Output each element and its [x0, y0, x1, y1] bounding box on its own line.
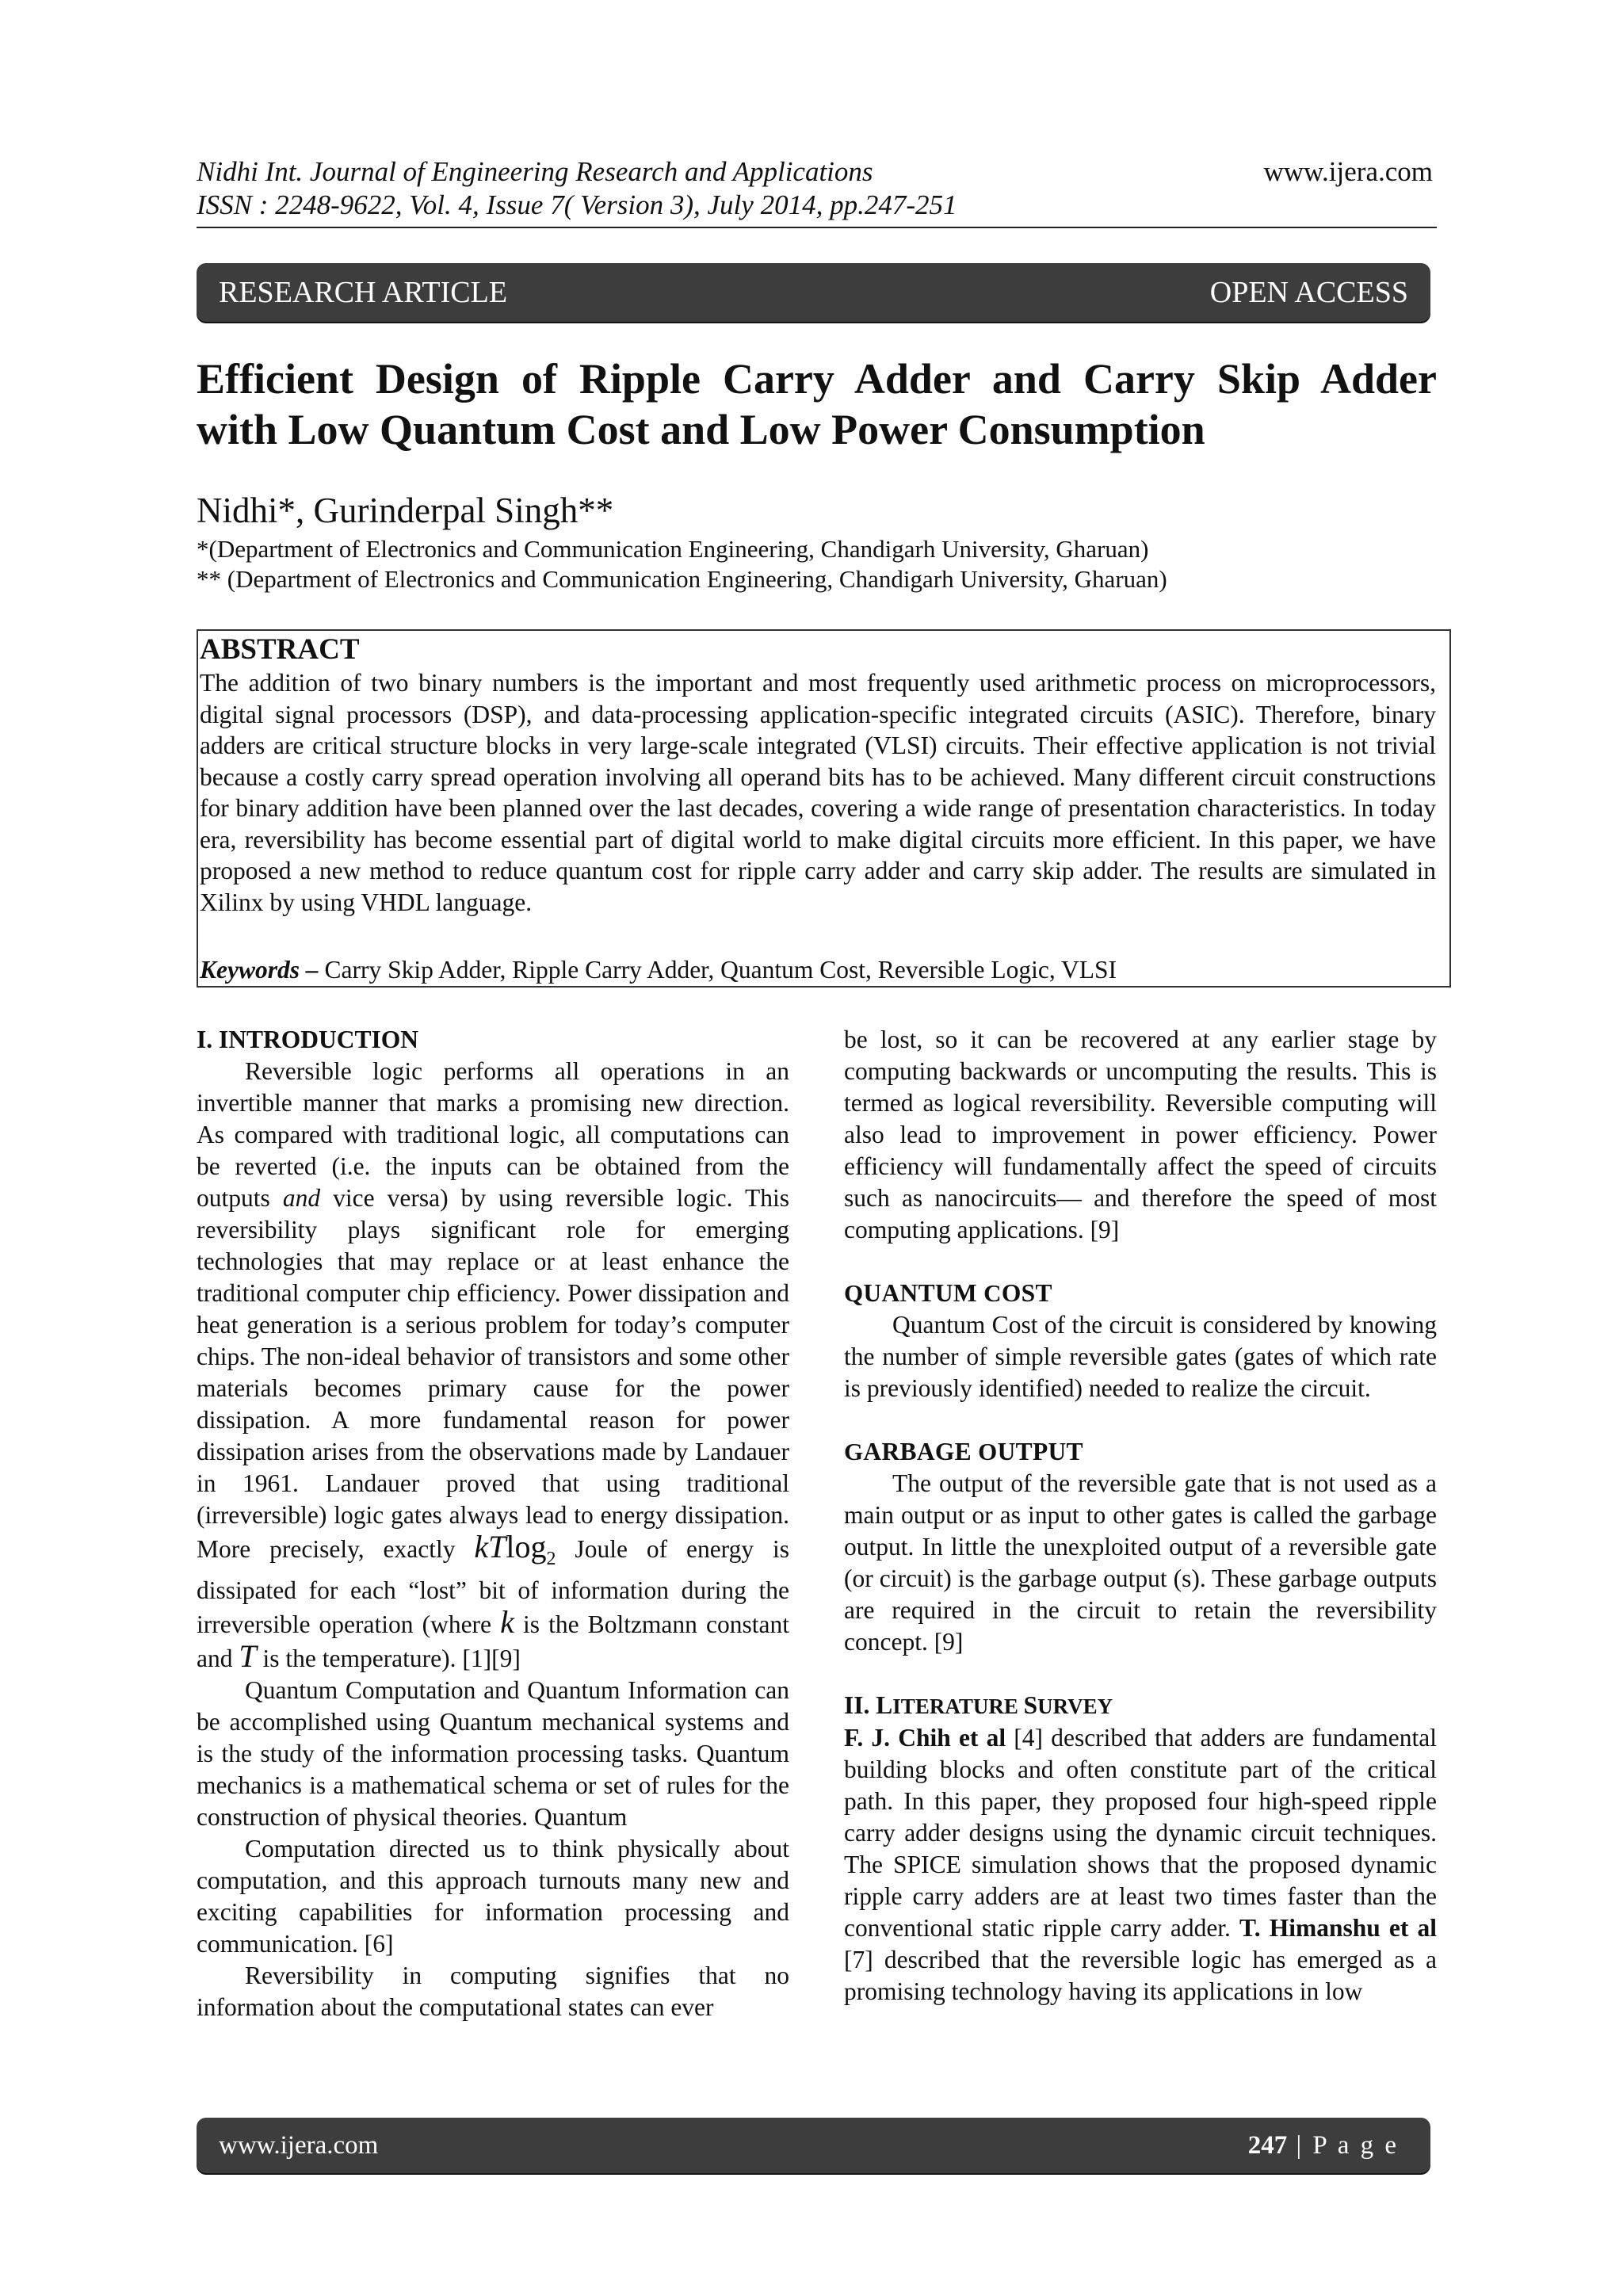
intro-paragraph-3: Computation directed us to think physically about computation, and this approach turnouts many new and exciting capabilities for information processing and communication. [6]	[197, 1835, 789, 1958]
keywords-list: Carry Skip Adder, Ripple Carry Adder, Quantum Cost, Reversible Logic, VLSI	[318, 956, 1117, 984]
k-symbol: k	[500, 1604, 514, 1640]
quantum-cost-heading: QUANTUM COST	[844, 1279, 1052, 1307]
affiliation-2: ** (Department of Electronics and Communication Engineering, Chandigarh University, Gharuan)	[197, 565, 1167, 593]
header-website: www.ijera.com	[1263, 156, 1433, 187]
open-access-label: OPEN ACCESS	[1209, 276, 1408, 309]
journal-name: Nidhi Int. Journal of Engineering Research and Applications	[197, 156, 873, 187]
intro-paragraph-1: Reversible logic performs all operations in an invertible manner that marks a promising new direction. As compared with traditional logic, all computations can be reverted (i.e. the inputs can be obtained from the outputs and vice versa) by using reversible logic. This reversibility plays significant role for emerging technologies that may replace or at least enhance the traditional computer chip efficiency. Power dissipation and heat generation is a serious problem for today’s computer chips. The non-ideal behavior of transistors and some other materials becomes primary cause for the power dissipation. A more fundamental reason for power dissipation arises from the observations made by Landauer in 1961. Landauer proved that using traditional (irreversible) logic gates always lead to energy dissipation. More precisely, exactly kTlog$_2$ Joule of energy is dissipated for each “lost” bit of information during the irreversible operation (where k is the Boltzmann constant and T is the temperature). [1][9]	[197, 1057, 790, 1674]
quantum-cost-body: Quantum Cost of the circuit is considered by knowing the number of simple reversible gates (gates of which rate is previously identified) needed to realize the circuit.	[844, 1311, 1437, 1402]
affiliation-1: *(Department of Electronics and Communication Engineering, Chandigarh University, Gharuan)	[197, 535, 1149, 563]
literature-survey-body: F. J. Chih et al [4] described that adders are fundamental building blocks and often constitute part of the critical path. In this paper, they proposed four high-speed ripple carry adder designs using the dynamic circuit techniques. The SPICE simulation shows that the proposed dynamic ripple carry adders are at least two times faster than the conventional static ripple carry adder. T. Himanshu et al [7] described that the reversible logic has emerged as a promising technology having its applications in low	[844, 1724, 1437, 2005]
footer-website: www.ijera.com	[219, 2131, 379, 2160]
reversibility-continuation: be lost, so it can be recovered at any earlier stage by computing backwards or uncomputing the results. This is termed as logical reversibility. Reversible computing will also lead to improvement in power efficiency. Power efficiency will fundamentally affect the speed of circuits such as nanocircuits— and therefore the speed of most computing applications. [9]	[844, 1026, 1437, 1244]
author-ref-himanshu: T. Himanshu et al	[1239, 1914, 1437, 1942]
abstract-heading: ABSTRACT	[200, 633, 360, 666]
page-number: 247 | P a g e	[1247, 2131, 1399, 2160]
kt-log2-formula: kTlog$_2$	[474, 1529, 556, 1569]
article-type-banner	[197, 263, 1430, 322]
introduction-heading: I. INTRODUCTION	[197, 1026, 419, 1053]
research-article-label: RESEARCH ARTICLE	[219, 276, 508, 309]
keywords	[200, 954, 1117, 986]
author-ref-chih: F. J. Chih et al	[844, 1724, 1006, 1752]
paper-title	[197, 353, 1437, 455]
header-rule	[197, 227, 1437, 228]
left-column	[197, 1024, 789, 2023]
title-line-2: with Low Quantum Cost and Low Power Consumption	[197, 406, 1205, 453]
and-emphasis: and	[282, 1184, 321, 1212]
t-symbol: T	[239, 1638, 257, 1674]
abstract-body: The addition of two binary numbers is the important and most frequently used arithmetic process on microprocessors, digital signal processors (DSP), and data-processing application-specific integrated circuits (ASIC). Therefore, binary adders are critical structure blocks in very large-scale integrated (VLSI) circuits. Their effective application is not trivial because a costly carry spread operation involving all operand bits has to be achieved. Many different circuit constructions for binary addition have been planned over the last decades, covering a wide range of presentation characteristics. In today era, reversibility has become essential part of digital world to make digital circuits more efficient. In this paper, we have proposed a new method to reduce quantum cost for ripple carry adder and carry skip adder. The results are simulated in Xilinx by using VHDL language.	[200, 669, 1436, 916]
garbage-output-body: The output of the reversible gate that is not used as a main output or as input to other gates is called the garbage output. In little the unexploited output of a reversible gate (or circuit) is the garbage output (s). These garbage outputs are required in the circuit to retain the reversibility concept. [9]	[844, 1469, 1437, 1656]
issn-line: ISSN : 2248-9622, Vol. 4, Issue 7( Version 3), July 2014, pp.247-251	[197, 189, 957, 220]
page-footer	[197, 2118, 1430, 2173]
authors: Nidhi*, Gurinderpal Singh**	[197, 491, 614, 530]
right-column	[844, 1024, 1437, 2008]
garbage-output-heading: GARBAGE OUTPUT	[844, 1438, 1083, 1465]
literature-survey-heading: II. LITERATURE SURVEY	[844, 1691, 1113, 1719]
keywords-label: Keywords –	[200, 956, 319, 984]
intro-paragraph-4: Reversibility in computing signifies that no information about the computational states can ever	[197, 1962, 789, 2021]
title-line-1: Efficient Design of Ripple Carry Adder and Carry Skip Adder	[197, 355, 1437, 403]
intro-paragraph-2: Quantum Computation and Quantum Information can be accomplished using Quantum mechanical systems and is the study of the information processing tasks. Quantum mechanics is a mathematical schema or set of rules for the construction of physical theories. Quantum	[197, 1676, 789, 1831]
